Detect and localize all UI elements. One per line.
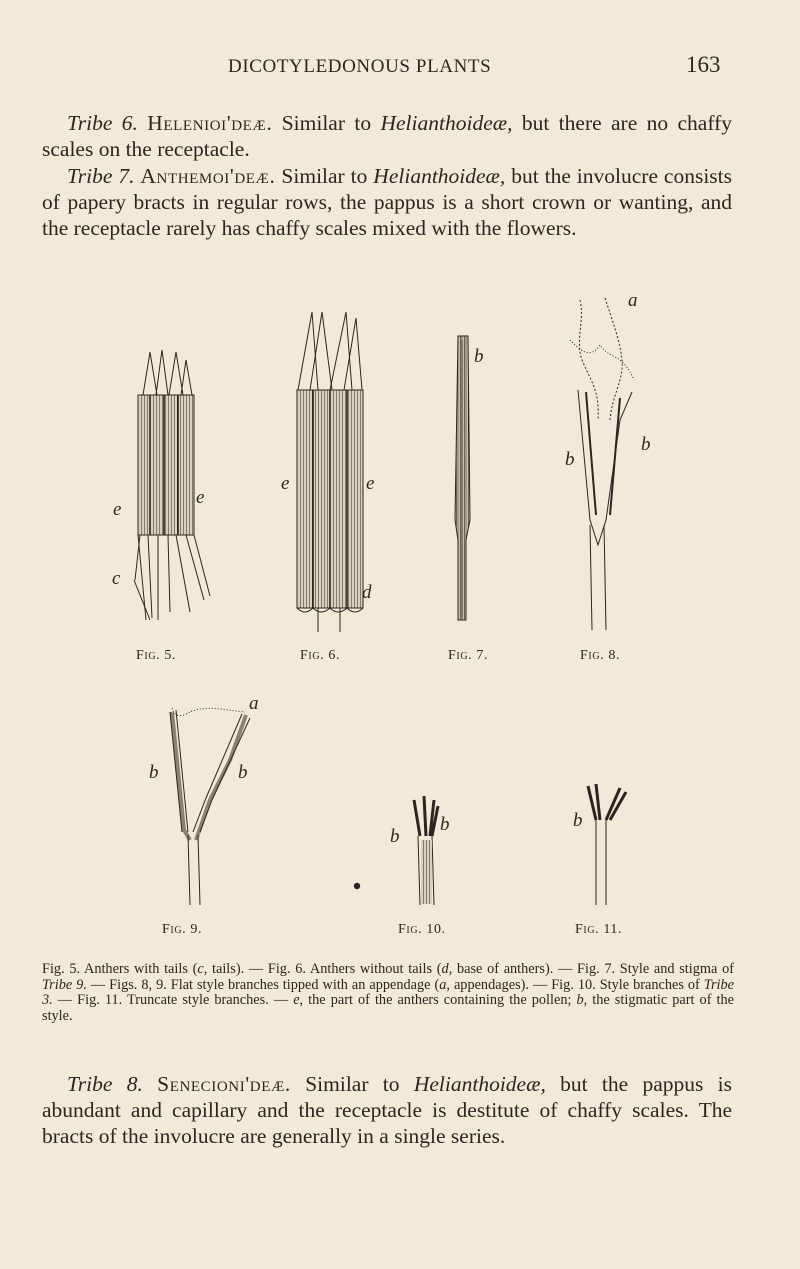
tribe-reference: Helianthoideæ, xyxy=(380,111,513,135)
tribe-name: Helenioi'deæ. xyxy=(147,111,273,135)
figure-label-letter: a xyxy=(628,290,638,311)
caption-letter: a xyxy=(439,976,447,993)
caption-letter: d xyxy=(441,961,449,977)
figure-5-label: Fig. 5. xyxy=(136,648,177,663)
tribe-number: Tribe 6. xyxy=(67,111,138,135)
tribe-name: Senecioni'deæ. xyxy=(157,1072,291,1096)
caption-text: , base of anthers). — Fig. 7. Style and stigma of xyxy=(448,961,734,977)
figure-10-label: Fig. 10. xyxy=(398,922,446,937)
paragraph-tribe-8 xyxy=(42,1071,732,1149)
figure-caption xyxy=(42,962,734,1024)
figure-label-letter: b xyxy=(565,449,575,470)
caption-letter: e xyxy=(293,992,300,1008)
tribe-number: Tribe 8. xyxy=(67,1072,143,1096)
caption-text: — Figs. 8, 9. Flat style branches tipped with an appendage ( xyxy=(86,976,440,993)
caption-tribe: Tribe 9. xyxy=(42,976,87,993)
figure-11-label: Fig. 11. xyxy=(575,922,623,937)
figure-8-label: Fig. 8. xyxy=(580,648,621,663)
figure-label-letter: e xyxy=(113,499,122,520)
figure-label-letter: b xyxy=(238,762,248,783)
caption-text: Fig. 5. Anthers with tails ( xyxy=(42,961,198,977)
figure-label-letter: b xyxy=(149,762,159,783)
caption-letter: c xyxy=(197,961,204,977)
figure-9-label: Fig. 9. xyxy=(162,922,203,937)
caption-text: , the stigmatic part of the style. xyxy=(42,992,734,1024)
tribe-reference: Helianthoideæ, xyxy=(373,164,506,188)
figure-6-drawing xyxy=(297,312,363,632)
figure-10-drawing xyxy=(414,796,438,905)
figure-label-letter: a xyxy=(249,693,259,714)
paragraph-text: but the involucre consists of papery bracts in regular rows, the pappus is a short crown or wanting, and the receptacle rarely has chaffy scales mixed with the flowers. xyxy=(42,164,733,240)
figure-label-letter: b xyxy=(440,814,450,835)
figure-5-drawing xyxy=(134,350,210,620)
running-title: DICOTYLEDONOUS PLANTS xyxy=(228,56,492,77)
figure-7-drawing xyxy=(455,336,470,620)
caption-text: , appendages). — Fig. 10. Style branches of xyxy=(446,976,704,993)
caption-text: , the part of the anthers containing the pollen; xyxy=(299,992,577,1008)
caption-text: , tails). — Fig. 6. Anthers without tails ( xyxy=(203,961,442,977)
paragraph-text: Similar to xyxy=(290,1072,414,1096)
paragraph-text: but the pappus is abundant and capillary and the receptacle is destitute of chaffy scales. The bracts of the involucre are generally in a single series. xyxy=(42,1072,733,1148)
figure-6-label: Fig. 6. xyxy=(300,648,341,663)
caption-tribe: Tribe 3. xyxy=(42,976,734,1008)
tribe-reference: Helianthoideæ, xyxy=(413,1072,546,1096)
figure-9-drawing xyxy=(170,708,250,905)
figure-label-letter: e xyxy=(366,473,375,494)
ink-speck xyxy=(354,883,360,889)
page-number: 163 xyxy=(686,52,721,77)
caption-text: — Fig. 11. Truncate style branches. — xyxy=(52,992,294,1008)
figure-label-letter: b xyxy=(474,346,484,367)
tribe-name: Anthemoi'deæ. xyxy=(140,164,276,188)
tribe-number: Tribe 7. xyxy=(67,164,135,188)
figure-label-letter: b xyxy=(641,434,651,455)
figure-label-letter: b xyxy=(573,810,583,831)
paragraph-text: but there are no chaffy scales on the receptacle. xyxy=(42,111,733,161)
figure-label-letter: b xyxy=(390,826,400,847)
caption-letter: b xyxy=(576,992,584,1008)
figure-7-label: Fig. 7. xyxy=(448,648,489,663)
figure-label-letter: c xyxy=(112,568,121,589)
figure-label-letter: d xyxy=(362,582,372,603)
figure-8-drawing xyxy=(570,298,634,630)
figure-11-drawing xyxy=(588,784,626,905)
figure-label-letter: e xyxy=(196,487,205,508)
paragraph-text: Similar to xyxy=(275,164,374,188)
paragraph-text: Similar to xyxy=(272,111,381,135)
figure-label-letter: e xyxy=(281,473,290,494)
